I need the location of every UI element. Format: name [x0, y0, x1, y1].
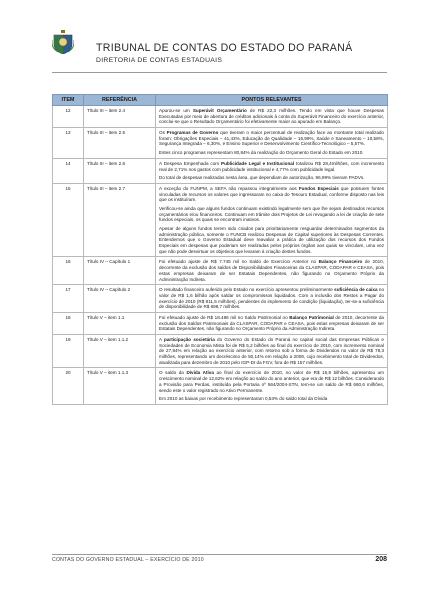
body-text: do Governo do Estado do Paraná no capital social das Empresas Públicas e Sociedades de Economia Mista foi de R$ 5,2 bilhões ao final do exercício de 2010, com incremento nominal de 27,84% em relação ao exercício anterior, com retorno sob a forma de Dividendos no valor de R$ 78,3 milhões, representando um decréscimo de 50,14% em relação a 2009, cujo recebimento total de Dividendos, atualizada para dezembro de 2010 pelo IGP-DI da FGV, fora de R$ 157 milhões.	[159, 337, 384, 365]
body-text: ao final do exercício de 2010, no valor de R$ 15,8 bilhões, apresentou um crescimento nominal de 12,62% em relação ao saldo do ano anterior, que era de R$ 12 bilhões. Considerando a Provisão para Perdas, instituída pela Portaria nº 564/2004-STN, tem-se um saldo de R$ 660,6 milhões, sendo este o valor registrado no Ativo Permanente.	[159, 370, 385, 393]
paragraph	[159, 206, 384, 223]
column-header-relevant-points: PONTOS RELEVANTES	[156, 95, 388, 106]
item-number: 14	[53, 158, 84, 183]
body-text: Estes cinco programas representam 80,84% da realização do Orçamento Geral do Estado em 2010.	[159, 150, 364, 156]
table-row	[53, 335, 388, 368]
table-header-row	[53, 95, 388, 106]
table-row	[53, 312, 388, 334]
paragraph	[159, 226, 384, 254]
page-header	[0, 0, 432, 80]
org-subtitle: DIRETORIA DE CONTAS ESTADUAIS	[96, 57, 223, 64]
relevant-points-cell	[156, 257, 388, 285]
reference-cell: Título V – item 1.1.2	[84, 335, 156, 368]
reference-cell: Título V – item 1.1.3	[84, 368, 156, 404]
body-text: O resultado financeiro auferido pelo Estado no exercício apresentou preliminarmente	[159, 287, 335, 293]
paragraph	[159, 108, 384, 125]
relevant-points-cell	[156, 368, 388, 404]
body-text: Apesar de alguns fundos terem sido criados para prioritariamente resguardar determinados segmentos da administração pública, somente o FUNCB realizou Despesas de Capital superiores às Despesas Correntes. Entendemos que o Governo Estadual deve reavaliar a prática de utilização dos recursos dos Fundos Especiais em despesas que poderiam ser realizadas pelos próprios órgãos aos quais se vinculam, uma vez que não pode desvirtuar os objetivos que levaram à criação destes fundos.	[159, 226, 384, 254]
item-number: 18	[53, 312, 84, 334]
body-text: Foi efetuado ajuste de R$ 7.745 mil no Saldo de Exercício Anterior no	[159, 259, 319, 265]
highlight-text: Balanço Financeiro	[318, 259, 363, 265]
paragraph	[159, 186, 384, 203]
paragraph	[159, 161, 384, 172]
body-text: Os	[159, 130, 167, 136]
highlight-text: Dívida Ativa	[186, 370, 214, 376]
reference-cell: Título III – item 2.7	[84, 183, 156, 257]
relevant-points-cell	[156, 128, 388, 159]
relevant-points-cell	[156, 335, 388, 368]
paragraph	[159, 370, 384, 393]
paragraph	[159, 150, 384, 156]
relevant-points-cell	[156, 183, 388, 257]
table-row	[53, 128, 388, 159]
highlight-text: participação societária	[164, 337, 215, 342]
body-text: A	[159, 337, 165, 342]
coat-of-arms-icon	[52, 30, 74, 54]
highlight-text: Publicidade Legal e Institucional	[221, 160, 295, 166]
body-text: O saldo da	[159, 370, 187, 376]
relevant-points-cell	[156, 312, 388, 334]
body-text: Foi efetuado ajuste de R$ 18.486 mil no Saldo Patrimonial no	[159, 314, 290, 320]
body-text: totalizou R$ 28,4milhões, com incremento real de 2,71% nos gastos com publicidade institucional e 4,77% com publicidade legal.	[159, 160, 385, 172]
relevant-points-cell	[156, 106, 388, 128]
relevant-points-cell	[156, 285, 388, 313]
paragraph	[159, 315, 384, 332]
item-number: 12	[53, 106, 84, 128]
reference-cell: Título IV – Capítulo 2	[84, 285, 156, 313]
reference-cell: Título III – item 2.6	[84, 158, 156, 183]
org-title: TRIBUNAL DE CONTAS DO ESTADO DO PARANÁ	[96, 42, 353, 54]
body-text: A exceção do FUNPM, a SEFA não repassou integralmente aos	[159, 185, 299, 191]
body-text: de 2010, decorrente da exclusão dos Saldos Patrimoniais da CLASPAR, CODAPAR e CEASA, pois estas empresas deixaram de ser Estatais Dependentes, não figurando no Orçamento Próprio da Administração Indireta.	[159, 314, 384, 332]
body-text: no valor de R$ 1,6 bilhão após saldar os compromissos liquidados. Com a inclusão dos Restos a Pagar do exercício de 2010 (R$ 911,5 milhões), pendentes do implemento de condição (liquidação), ter-se-a suficiência de disponibilidade de R$ 698,7 milhões.	[159, 287, 385, 310]
highlight-text: Superávit Orçamentário	[192, 108, 247, 113]
column-header-item: ITEM	[53, 95, 84, 106]
item-number: 15	[53, 183, 84, 257]
table-row	[53, 368, 388, 404]
body-text: A Despesa Empenhada com	[159, 160, 221, 166]
reference-cell: Título IV – Capítulo 1	[84, 257, 156, 285]
item-number: 16	[53, 257, 84, 285]
header-rule	[52, 72, 387, 73]
item-number: 13	[53, 128, 84, 159]
relevant-points-cell	[156, 158, 388, 183]
table-row	[53, 285, 388, 313]
reference-cell: Título III – item 2.4	[84, 106, 156, 128]
column-header-reference: REFERÊNCIA	[84, 95, 156, 106]
paragraph	[159, 337, 384, 365]
relevant-points-table	[52, 94, 388, 405]
item-number: 20	[53, 368, 84, 404]
footer-title: CONTAS DO GOVERNO ESTADUAL – EXERCÍCIO DE 2010	[52, 557, 204, 563]
item-number: 19	[53, 335, 84, 368]
body-text: Em 2010 as baixas por recebimento representaram 0,53% do saldo total da Dívida	[159, 396, 328, 402]
reference-cell: Título III – item 2.5	[84, 128, 156, 159]
table-row	[53, 183, 388, 257]
highlight-text: Programas de Governo	[166, 130, 219, 136]
paragraph	[159, 259, 384, 282]
body-text: Do total de despesas realizadas nesta área, que dependiam de autorização, 96,99% tiveram PADVs.	[159, 175, 365, 181]
highlight-text: suficiência de caixa	[334, 287, 378, 293]
body-text: Apurou-se um	[159, 108, 193, 113]
body-text: Verificou-se ainda que alguns fundos continuam existindo legalmente sem que lhe sejam destinados recursos orçamentários e/ou financeiros. Continuam em trâmite dois Projetos de Lei revogando a lei de criação de sete fundos especiais, os quais se encontram inativos.	[159, 205, 384, 223]
paragraph	[159, 396, 384, 402]
paragraph	[159, 287, 384, 310]
reference-cell: Título V – item 1.1	[84, 312, 156, 334]
body-text: que possuem fontes vinculadas de recursos os valores que ingressaram no caixa do Tesouro Estadual, conforme disposto nas leis que os instituíram.	[159, 185, 384, 203]
paragraph	[159, 175, 384, 181]
table-row	[53, 257, 388, 285]
table-row	[53, 158, 388, 183]
paragraph	[159, 130, 384, 147]
item-number: 17	[53, 285, 84, 313]
highlight-text: Fundos Especiais	[298, 185, 339, 191]
body-text: que tiveram o maior percentual de realização face ao montante total realizado foram: Obrigações Especiais – 41,43%, Educação de Qualidade – 16,99%, Saúde e Saneamento – 10,58%, Segurança Integrada – 6,30%, e Ensino Superior e Desenvolvimento Científico-Tecnológico – 5,57%.	[159, 130, 384, 147]
table-row	[53, 106, 388, 128]
page-number: 208	[375, 556, 387, 563]
footer-rule	[52, 554, 387, 555]
body-text: de 2010, decorrente da exclusão dos saldos de Disponibilidades Financeiras da CLASPAR, CODAPAR e CEASA, pois estas empresas deixaram de ser Estatais Dependentes, não figurando no Orçamento Próprio da Administração Indireta.	[159, 259, 384, 282]
body-text: de R$ 22,3 milhões. Tendo em vista que houve Despesas Executadas por meio de abertura de créditos adicionais à conta do Superávit Financeiro do exercício anterior, conclui-se que o Resultado Orçamentário foi efetivamente maior ao apurado em Balanço.	[159, 108, 384, 125]
highlight-text: Balanço Patrimonial	[289, 314, 334, 320]
